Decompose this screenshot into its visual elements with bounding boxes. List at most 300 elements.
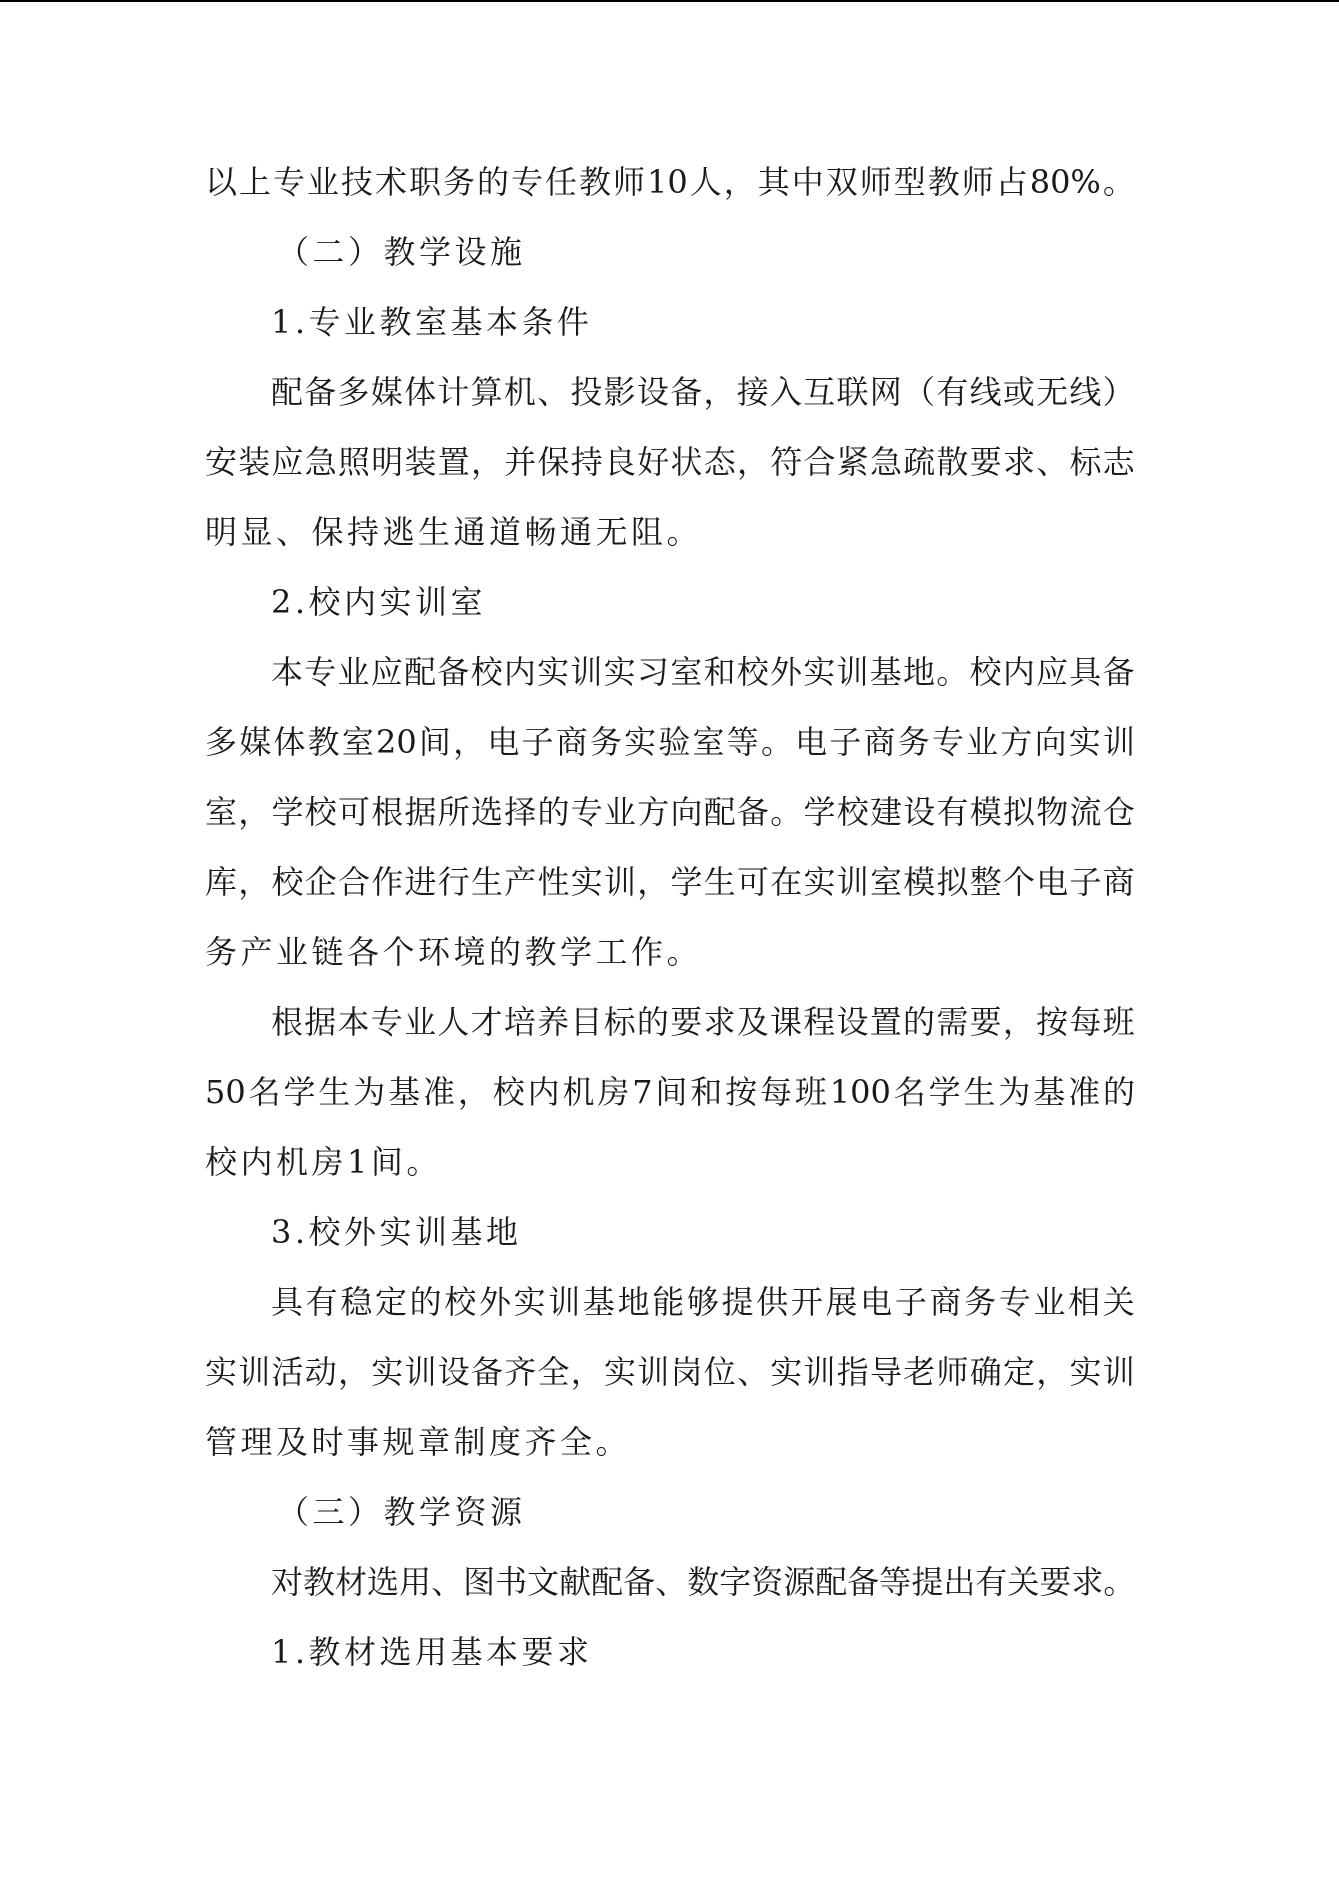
text-glyph: 出 — [943, 1563, 976, 1601]
text-glyph: 指 — [836, 1353, 869, 1391]
text-glyph: 教 — [303, 1563, 336, 1601]
text-glyph: 作 — [371, 863, 404, 901]
text-glyph: 具 — [1069, 653, 1102, 691]
text-glyph: 可 — [737, 863, 770, 901]
text-glyph: 活 — [271, 1353, 304, 1391]
text-glyph: 务 — [964, 1283, 997, 1321]
text-glyph: 中 — [791, 163, 824, 201]
text-glyph: 影 — [603, 373, 636, 411]
text-glyph: 互 — [803, 373, 836, 411]
text-glyph: 有 — [975, 1563, 1008, 1601]
text-glyph: 子 — [521, 723, 554, 761]
text-glyph: 确 — [969, 1353, 1002, 1391]
text-glyph: 可 — [338, 793, 371, 831]
text-glyph: 本 — [271, 653, 304, 691]
text-glyph: 产 — [504, 863, 537, 901]
text-glyph: 体 — [273, 723, 306, 761]
text-glyph: 齐 — [504, 1353, 537, 1391]
text-glyph: 志 — [1102, 443, 1135, 481]
text-glyph: 机 — [503, 373, 536, 411]
text-glyph: 7 — [632, 1073, 653, 1111]
text-glyph: 要 — [670, 1003, 703, 1041]
text-glyph: ， — [1002, 1003, 1035, 1041]
text-glyph: 实 — [624, 723, 657, 761]
text-glyph: 关 — [1007, 1563, 1040, 1601]
text-glyph: 实 — [513, 1283, 546, 1321]
text-glyph: 无 — [1036, 373, 1069, 411]
text-glyph: 每 — [1069, 1003, 1102, 1041]
text-glyph: 资 — [751, 1563, 784, 1601]
text-glyph: 备 — [670, 373, 703, 411]
text-glyph: 。 — [1103, 1563, 1136, 1601]
text-glyph: 性 — [537, 863, 570, 901]
text-glyph: 外 — [769, 653, 802, 691]
text-glyph: 择 — [504, 793, 537, 831]
text-glyph: 字 — [719, 1563, 752, 1601]
text-glyph: 训 — [803, 1353, 836, 1391]
text-glyph: 师 — [961, 163, 994, 201]
text-glyph: 实 — [603, 653, 636, 691]
text-glyph: 地 — [903, 653, 936, 691]
text-glyph: 专 — [273, 163, 306, 201]
text-glyph: 定 — [374, 1283, 407, 1321]
text-glyph: ， — [453, 723, 486, 761]
text-glyph: 配 — [815, 1563, 848, 1601]
text-glyph: 生 — [963, 1073, 996, 1111]
text-glyph: 模 — [969, 793, 1002, 831]
text-glyph: 名 — [248, 1073, 281, 1111]
text-glyph: 要 — [1039, 1563, 1072, 1601]
section-heading: （二）教学设施 — [277, 233, 526, 271]
text-glyph: 物 — [1036, 793, 1069, 831]
text-glyph: 教 — [307, 723, 340, 761]
text-glyph: 上 — [239, 163, 272, 201]
text-glyph: 和 — [690, 1073, 723, 1111]
text-glyph: 班 — [1102, 1003, 1135, 1041]
text-glyph: 以 — [205, 163, 238, 201]
text-glyph: 向 — [670, 793, 703, 831]
text-glyph: 室 — [870, 863, 903, 901]
text-glyph: 班 — [794, 1073, 827, 1111]
text-glyph: 技 — [341, 163, 374, 201]
text-glyph: 疏 — [903, 443, 936, 481]
text-glyph: 、 — [431, 1563, 464, 1601]
text-glyph: 应 — [370, 653, 403, 691]
subsection-heading: 3.校外实训基地 — [271, 1213, 522, 1251]
text-glyph: 训 — [238, 1353, 271, 1391]
text-glyph: 名 — [893, 1073, 926, 1111]
text-glyph: 地 — [617, 1283, 650, 1321]
text-glyph: 目 — [570, 1003, 603, 1041]
text-glyph: 、 — [1036, 443, 1069, 481]
text-glyph: 展 — [825, 1283, 858, 1321]
text-glyph: 的 — [409, 1283, 442, 1321]
text-glyph: 专 — [931, 723, 964, 761]
text-glyph: 校 — [271, 863, 304, 901]
text-glyph: 安 — [205, 443, 238, 481]
text-glyph: 能 — [652, 1283, 685, 1321]
top-border-line — [0, 0, 1339, 2]
text-glyph: 相 — [1068, 1283, 1101, 1321]
text-glyph: 学 — [928, 1073, 961, 1111]
text-glyph: 够 — [686, 1283, 719, 1321]
text-glyph: 合 — [803, 443, 836, 481]
text-glyph: 师 — [859, 163, 892, 201]
text-glyph: 体 — [404, 373, 437, 411]
text-glyph: 实 — [570, 863, 603, 901]
text-glyph: 任 — [545, 163, 578, 201]
text-glyph: 。 — [936, 653, 969, 691]
text-glyph: 训 — [1102, 723, 1135, 761]
text-glyph: 双 — [825, 163, 858, 201]
text-glyph: 岗 — [670, 1353, 703, 1391]
text-glyph: 源 — [783, 1563, 816, 1601]
subsection-heading: 1.专业教室基本条件 — [271, 303, 593, 341]
text-glyph: 持 — [570, 443, 603, 481]
text-glyph: 对 — [271, 1563, 304, 1601]
text-glyph: 20 — [376, 723, 417, 761]
text-glyph: 方 — [1000, 723, 1033, 761]
text-glyph: 的 — [636, 1003, 669, 1041]
text-glyph: 据 — [404, 793, 437, 831]
text-glyph: 电 — [1036, 863, 1069, 901]
text-glyph: 模 — [903, 863, 936, 901]
text-glyph: 整 — [969, 863, 1002, 901]
text-glyph: 师 — [936, 1353, 969, 1391]
text-glyph: 业 — [604, 793, 637, 831]
text-glyph: 。 — [1102, 163, 1135, 201]
text-glyph: 80% — [1029, 163, 1101, 201]
text-glyph: 网 — [869, 373, 902, 411]
text-glyph: ） — [1102, 373, 1135, 411]
text-glyph: 商 — [863, 723, 896, 761]
text-glyph: 多 — [205, 723, 238, 761]
text-glyph: 师 — [613, 163, 646, 201]
text-glyph: 多 — [337, 373, 370, 411]
text-glyph: 置 — [869, 1003, 902, 1041]
text-glyph: 的 — [903, 1003, 936, 1041]
text-glyph: 专 — [370, 1003, 403, 1041]
text-glyph: 图 — [463, 1563, 496, 1601]
text-glyph: 需 — [936, 1003, 969, 1041]
paragraph-line — [205, 1072, 1135, 1112]
text-glyph: 训 — [836, 863, 869, 901]
text-glyph: 好 — [637, 443, 670, 481]
text-glyph: 房 — [597, 1073, 630, 1111]
text-glyph: 生 — [318, 1073, 351, 1111]
text-glyph: 算 — [470, 373, 503, 411]
text-glyph: 电 — [487, 723, 520, 761]
text-glyph: 联 — [836, 373, 869, 411]
text-glyph: 校 — [492, 1073, 525, 1111]
text-glyph: 应 — [271, 443, 304, 481]
text-glyph: 务 — [897, 723, 930, 761]
text-glyph: 设 — [903, 793, 936, 831]
text-glyph: 、 — [537, 373, 570, 411]
text-glyph: 业 — [1033, 1283, 1066, 1321]
text-glyph: 其 — [757, 163, 790, 201]
paragraph-line — [271, 1282, 1135, 1322]
text-glyph: 实 — [205, 1353, 238, 1391]
text-glyph: 外 — [478, 1283, 511, 1321]
text-glyph: 术 — [375, 163, 408, 201]
text-glyph: 的 — [477, 163, 510, 201]
text-glyph: 标 — [1069, 443, 1102, 481]
text-glyph: 老 — [903, 1353, 936, 1391]
text-glyph: 装 — [238, 443, 271, 481]
text-glyph: 、 — [737, 1353, 770, 1391]
text-glyph: 专 — [511, 163, 544, 201]
text-glyph: 实 — [371, 1353, 404, 1391]
text-glyph: 实 — [1068, 723, 1101, 761]
text-glyph: 程 — [803, 1003, 836, 1041]
text-glyph: 选 — [471, 793, 504, 831]
text-glyph: ， — [723, 163, 756, 201]
text-glyph: 子 — [894, 1283, 927, 1321]
paragraph-line: 管理及时事规章制度齐全。 — [205, 1423, 632, 1461]
text-glyph: ， — [457, 1073, 490, 1111]
text-glyph: 符 — [770, 443, 803, 481]
text-glyph: 等 — [879, 1563, 912, 1601]
text-glyph: 设 — [437, 1353, 470, 1391]
text-glyph: 备 — [737, 793, 770, 831]
text-glyph: 用 — [399, 1563, 432, 1601]
text-glyph: 计 — [437, 373, 470, 411]
text-glyph: 间 — [418, 723, 451, 761]
text-glyph: 求 — [1071, 1563, 1104, 1601]
text-glyph: 业 — [966, 723, 999, 761]
text-glyph: 流 — [1069, 793, 1102, 831]
text-glyph: 室 — [341, 723, 374, 761]
text-glyph: 基 — [869, 653, 902, 691]
text-glyph: 配 — [271, 373, 304, 411]
paragraph-line: 校内机房1间。 — [205, 1143, 442, 1181]
text-glyph: 关 — [1102, 1283, 1135, 1321]
text-glyph: 训 — [836, 653, 869, 691]
text-glyph: 媒 — [370, 373, 403, 411]
text-glyph: 室 — [692, 723, 725, 761]
text-glyph: 全 — [537, 1353, 570, 1391]
text-glyph: 内 — [503, 653, 536, 691]
text-glyph: 实 — [537, 653, 570, 691]
text-glyph: 明 — [371, 443, 404, 481]
text-glyph: 企 — [304, 863, 337, 901]
text-glyph: 求 — [1003, 443, 1036, 481]
text-glyph: 急 — [870, 443, 903, 481]
text-glyph: 设 — [636, 373, 669, 411]
text-glyph: 材 — [335, 1563, 368, 1601]
text-glyph: 校 — [969, 653, 1002, 691]
text-glyph: 专 — [998, 1283, 1031, 1321]
text-glyph: 验 — [658, 723, 691, 761]
text-glyph: 导 — [870, 1353, 903, 1391]
text-glyph: 内 — [527, 1073, 560, 1111]
text-glyph: 照 — [338, 443, 371, 481]
text-glyph: 接 — [736, 373, 769, 411]
text-glyph: 基 — [388, 1073, 421, 1111]
text-glyph: 备 — [304, 373, 337, 411]
text-glyph: 标 — [603, 1003, 636, 1041]
text-glyph: 训 — [570, 653, 603, 691]
text-glyph: 具 — [271, 1283, 304, 1321]
text-glyph: 为 — [353, 1073, 386, 1111]
text-glyph: ， — [1036, 1353, 1069, 1391]
text-glyph: 实 — [1069, 1353, 1102, 1391]
text-glyph: 保 — [537, 443, 570, 481]
text-glyph: 所 — [437, 793, 470, 831]
text-glyph: 入 — [769, 373, 802, 411]
text-glyph: 。 — [760, 723, 793, 761]
text-glyph: 人 — [437, 1003, 470, 1041]
text-glyph: 内 — [1002, 653, 1035, 691]
subsection-heading: 2.校内实训室 — [271, 583, 487, 621]
text-glyph: 散 — [936, 443, 969, 481]
text-glyph: ， — [703, 373, 736, 411]
text-glyph: 提 — [911, 1563, 944, 1601]
text-glyph: 按 — [1036, 1003, 1069, 1041]
text-glyph: 仓 — [1102, 793, 1135, 831]
text-glyph: 室 — [205, 793, 238, 831]
text-glyph: 专 — [570, 793, 603, 831]
text-glyph: 务 — [589, 723, 622, 761]
text-glyph: 进 — [404, 863, 437, 901]
text-glyph: 为 — [998, 1073, 1031, 1111]
text-glyph: 配 — [591, 1563, 624, 1601]
section-heading: （三）教学资源 — [277, 1493, 526, 1531]
text-glyph: 商 — [1102, 863, 1135, 901]
text-glyph: 献 — [559, 1563, 592, 1601]
text-glyph: 校 — [736, 653, 769, 691]
text-glyph: 库 — [205, 863, 238, 901]
text-glyph: 业 — [404, 1003, 437, 1041]
text-glyph: 建 — [870, 793, 903, 831]
text-glyph: 文 — [527, 1563, 560, 1601]
text-glyph: 要 — [969, 1003, 1002, 1041]
paragraph-line — [205, 162, 1135, 202]
text-glyph: 培 — [503, 1003, 536, 1041]
text-glyph: 配 — [703, 793, 736, 831]
text-glyph: 拟 — [936, 863, 969, 901]
text-glyph: 才 — [470, 1003, 503, 1041]
subsection-heading: 1.教材选用基本要求 — [271, 1633, 593, 1671]
text-glyph: 配 — [404, 653, 437, 691]
text-glyph: 生 — [703, 863, 736, 901]
text-glyph: 训 — [548, 1283, 581, 1321]
text-glyph: 实 — [803, 653, 836, 691]
text-glyph: 校 — [470, 653, 503, 691]
paragraph-line — [205, 722, 1135, 762]
text-glyph: 线 — [1069, 373, 1102, 411]
text-glyph: 训 — [637, 1353, 670, 1391]
text-glyph: 装 — [404, 443, 437, 481]
text-glyph: 行 — [437, 863, 470, 901]
text-glyph: 并 — [504, 443, 537, 481]
text-glyph: 10 — [647, 163, 688, 201]
text-glyph: 有 — [305, 1283, 338, 1321]
text-glyph: 教 — [579, 163, 612, 201]
text-glyph: 稳 — [340, 1283, 373, 1321]
text-glyph: 习 — [636, 653, 669, 691]
text-glyph: 方 — [637, 793, 670, 831]
text-glyph: 教 — [927, 163, 960, 201]
paragraph-line: 务产业链各个环境的教学工作。 — [205, 933, 703, 971]
text-glyph: 位 — [703, 1353, 736, 1391]
text-glyph: 应 — [1036, 653, 1069, 691]
text-glyph: 、 — [655, 1563, 688, 1601]
text-glyph: 置 — [437, 443, 470, 481]
text-glyph: 投 — [570, 373, 603, 411]
text-glyph: 的 — [1102, 1073, 1135, 1111]
text-glyph: 急 — [304, 443, 337, 481]
text-glyph: 本 — [337, 1003, 370, 1041]
text-glyph: 生 — [471, 863, 504, 901]
text-glyph: ， — [238, 863, 271, 901]
text-glyph: 准 — [1068, 1073, 1101, 1111]
text-glyph: 占 — [995, 163, 1028, 201]
text-glyph: 求 — [703, 1003, 736, 1041]
text-glyph: 及 — [736, 1003, 769, 1041]
text-glyph: 专 — [304, 653, 337, 691]
text-glyph: 基 — [582, 1283, 615, 1321]
text-glyph: 学 — [803, 793, 836, 831]
text-glyph: 子 — [1069, 863, 1102, 901]
paragraph-line: 明显、保持逃生通道畅通无阻。 — [205, 513, 703, 551]
paragraph-line — [205, 442, 1135, 482]
text-glyph: 有 — [936, 373, 969, 411]
text-glyph: 人 — [689, 163, 722, 201]
text-glyph: 职 — [409, 163, 442, 201]
text-glyph: 训 — [404, 1353, 437, 1391]
text-glyph: ， — [338, 1353, 371, 1391]
paragraph-line — [205, 1352, 1135, 1392]
text-glyph: 50 — [205, 1073, 246, 1111]
text-glyph: 业 — [307, 163, 340, 201]
text-glyph: 要 — [969, 443, 1002, 481]
text-glyph: 实 — [803, 863, 836, 901]
text-glyph: 备 — [847, 1563, 880, 1601]
paragraph-line — [205, 862, 1135, 902]
text-glyph: 个 — [1003, 863, 1036, 901]
text-glyph: 态 — [703, 443, 736, 481]
text-glyph: 子 — [829, 723, 862, 761]
text-glyph: 备 — [471, 1353, 504, 1391]
text-glyph: 开 — [790, 1283, 823, 1321]
text-glyph: 设 — [836, 1003, 869, 1041]
text-glyph: 实 — [604, 1353, 637, 1391]
text-glyph: 书 — [495, 1563, 528, 1601]
text-glyph: 商 — [555, 723, 588, 761]
text-glyph: 状 — [670, 443, 703, 481]
text-glyph: ， — [637, 863, 670, 901]
text-glyph: 数 — [687, 1563, 720, 1601]
paragraph-line — [271, 1002, 1135, 1042]
text-glyph: 选 — [367, 1563, 400, 1601]
text-glyph: 校 — [304, 793, 337, 831]
text-glyph: 等 — [726, 723, 759, 761]
text-glyph: 提 — [721, 1283, 754, 1321]
text-glyph: 的 — [537, 793, 570, 831]
text-glyph: 电 — [860, 1283, 893, 1321]
text-glyph: 有 — [936, 793, 969, 831]
text-glyph: 紧 — [836, 443, 869, 481]
text-glyph: ， — [238, 793, 271, 831]
text-glyph: 型 — [893, 163, 926, 201]
text-glyph: 基 — [1033, 1073, 1066, 1111]
paragraph-line — [271, 372, 1135, 412]
text-glyph: （ — [903, 373, 936, 411]
text-glyph: ， — [737, 443, 770, 481]
text-glyph: 训 — [1102, 1353, 1135, 1391]
